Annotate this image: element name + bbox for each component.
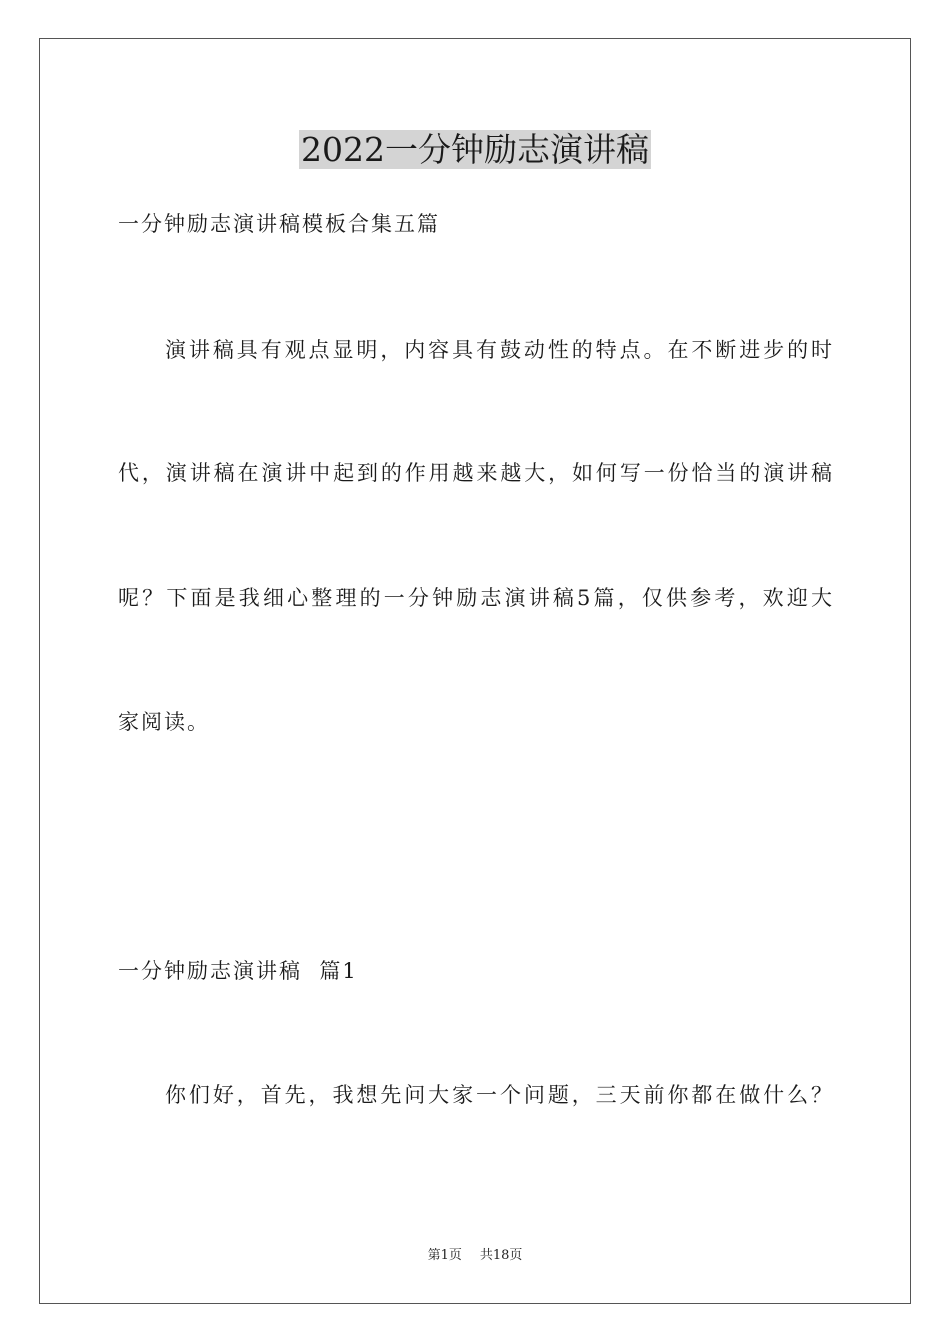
page-footer xyxy=(0,1247,950,1265)
document-title-text: 2022一分钟励志演讲稿 xyxy=(301,130,649,169)
intro-line-4: 家阅读。 xyxy=(118,710,210,734)
section-first-line: 你们好，首先，我想先问大家一个问题，三天前你都在做什么？ xyxy=(165,1083,832,1107)
document-title xyxy=(0,128,950,172)
intro-line-2: 代，演讲稿在演讲中起到的作用越来越大，如何写一份恰当的演讲稿 xyxy=(118,461,832,485)
document-subtitle: 一分钟励志演讲稿模板合集五篇 xyxy=(118,212,440,236)
section-heading: 一分钟励志演讲稿 篇1 xyxy=(118,959,358,983)
page-number: 第1页 xyxy=(427,1248,462,1263)
intro-line-3: 呢？下面是我细心整理的一分钟励志演讲稿5篇，仅供参考，欢迎大 xyxy=(118,586,832,610)
page-total: 共18页 xyxy=(479,1248,523,1263)
intro-line-1: 演讲稿具有观点显明，内容具有鼓动性的特点。在不断进步的时 xyxy=(165,338,832,362)
